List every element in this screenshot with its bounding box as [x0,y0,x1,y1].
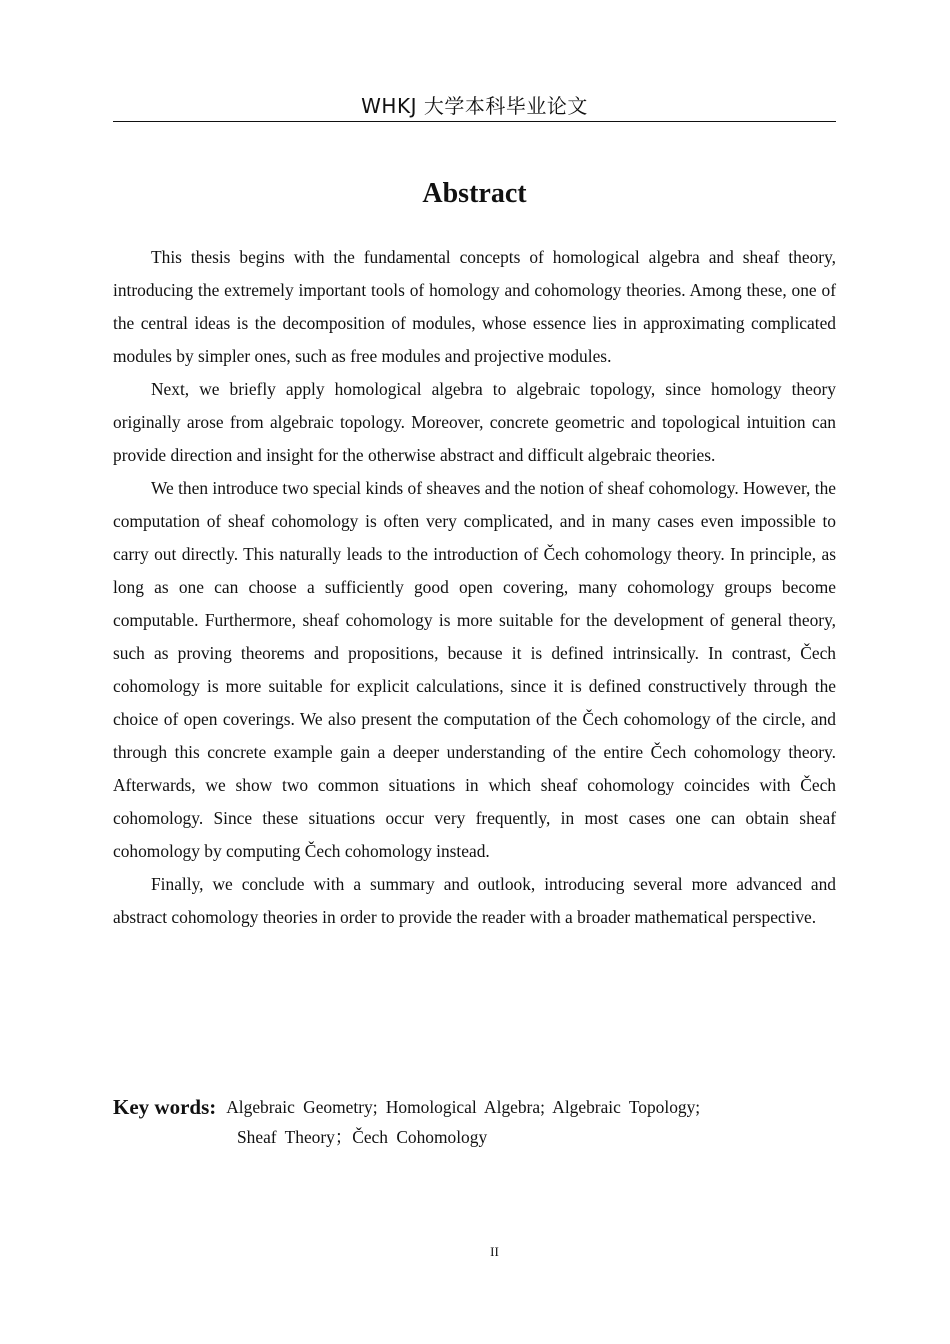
header-rule [113,121,836,122]
running-header: WHKJ 大学本科毕业论文 [361,94,588,118]
abstract-title: Abstract [422,178,527,209]
page-number: II [490,1244,499,1259]
abstract-paragraph-3: We then introduce two special kinds of sheaves and the notion of sheaf cohomology. However, the computation of sheaf cohomology is often very complicated, and in many cases even impossible to carry out directly. This naturally leads to the introduction of Čech cohomology theory. In principle, as long as one can choose a sufficiently good open covering, many cohomology groups become computable. Furthermore, sheaf cohomology is more suitable for the development of general theory, such as proving theorems and propositions, because it is defined intrinsically. In contrast, Čech cohomology is more suitable for explicit calculations, since it is defined constructively through the choice of open coverings. We also present the computation of the Čech cohomology of the circle, and through this concrete example gain a deeper understanding of the entire Čech cohomology theory. Afterwards, we show two common situations in which sheaf cohomology coincides with Čech cohomology. Since these situations occur very frequently, in most cases one can obtain sheaf cohomology by computing Čech cohomology instead. [113,478,836,861]
keywords-label: Key words: [113,1095,217,1119]
abstract-body [113,241,836,934]
keywords-line-2: Sheaf Theory；Čech Cohomology [237,1127,488,1147]
abstract-paragraph-2: Next, we briefly apply homological algebra to algebraic topology, since homology theory originally arose from algebraic topology. Moreover, concrete geometric and topological intuition can provide direction and insight for the otherwise abstract and difficult algebraic theories. [113,379,836,465]
abstract-paragraph-4: Finally, we conclude with a summary and outlook, introducing several more advanced and abstract cohomology theories in order to provide the reader with a broader mathematical perspective. [113,874,836,927]
abstract-paragraph-1: This thesis begins with the fundamental concepts of homological algebra and sheaf theory, introducing the extremely important tools of homology and cohomology theories. Among these, one of the central ideas is the decomposition of modules, whose essence lies in approximating complicated modules by simpler ones, such as free modules and projective modules. [113,247,836,366]
keywords-block [113,1092,836,1152]
keywords-line-1: Algebraic Geometry; Homological Algebra; Algebraic Topology; [226,1097,701,1117]
